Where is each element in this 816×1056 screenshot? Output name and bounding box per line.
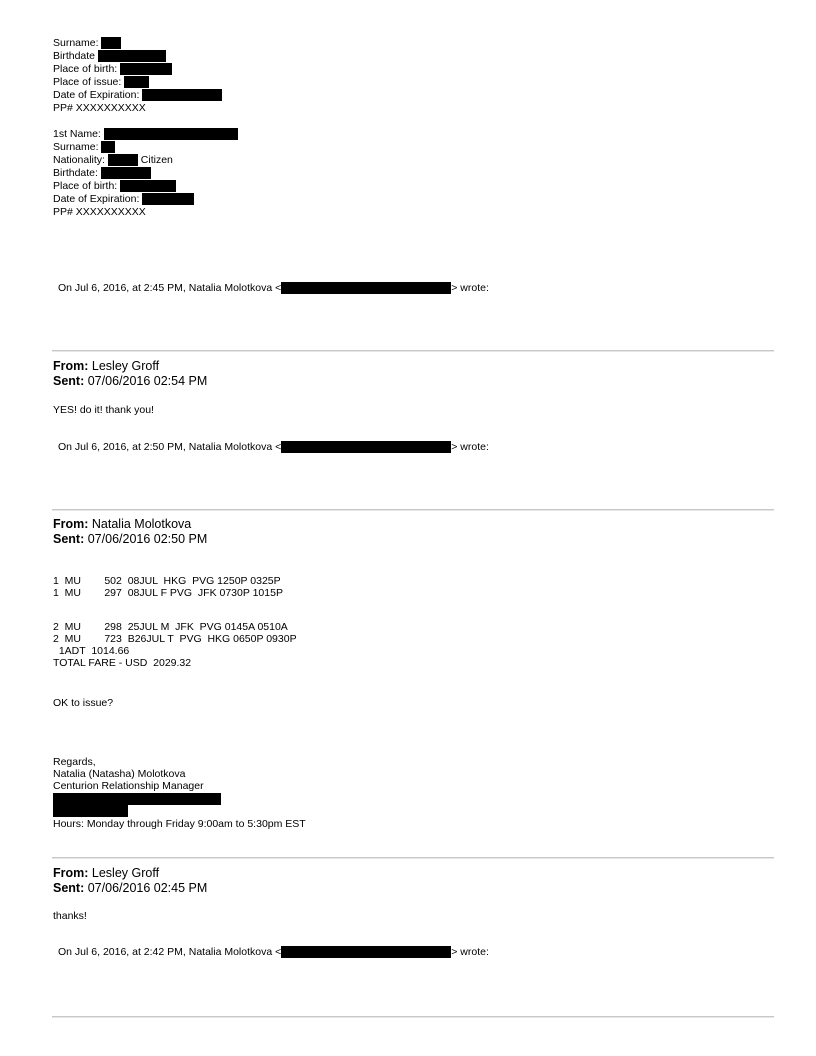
itinerary-line: 1 MU 297 08JUL F PVG JFK 0730P 1015P (53, 587, 283, 599)
sent-label: Sent: (53, 374, 85, 388)
itinerary-line: 2 MU 723 B26JUL T PVG HKG 0650P 0930P (53, 633, 297, 645)
p1-place-of-birth-label: Place of birth: (53, 63, 118, 75)
p1-surname-label: Surname: (53, 37, 99, 49)
total-fare-line: TOTAL FARE - USD 2029.32 (53, 657, 192, 669)
divider (52, 1016, 774, 1018)
signature-redacted-line (53, 805, 128, 817)
p2-first-name-label: 1st Name: (53, 128, 101, 140)
redaction-bar (101, 141, 115, 153)
quote-suffix: > wrote: (451, 282, 489, 294)
email-redaction (281, 282, 451, 294)
redaction-bar (142, 89, 222, 101)
redaction-bar (104, 128, 238, 140)
redaction-bar (53, 793, 221, 805)
email-redaction (281, 946, 451, 958)
p2-place-of-birth-label: Place of birth: (53, 180, 118, 192)
signature-regards: Regards, (53, 756, 96, 768)
p1-expiration-label: Date of Expiration: (53, 89, 140, 101)
itinerary-line: 1 MU 502 08JUL HKG PVG 1250P 0325P (53, 575, 281, 587)
sent-value: 07/06/2016 02:54 PM (87, 374, 208, 388)
p1-expiration-line (53, 89, 222, 101)
p2-surname-line (53, 141, 115, 153)
quote-prefix: On Jul 6, 2016, at 2:42 PM, Natalia Molotkova < (58, 946, 282, 958)
p2-surname-label: Surname: (53, 141, 99, 153)
divider (52, 350, 774, 352)
sent-value: 07/06/2016 02:45 PM (87, 881, 208, 895)
itinerary-line: 2 MU 298 25JUL M JFK PVG 0145A 0510A (53, 621, 288, 633)
p2-birthdate-line (53, 167, 151, 179)
signature-redacted-line (53, 793, 221, 805)
p2-nationality-line (53, 154, 173, 166)
question-line: OK to issue? (53, 697, 114, 709)
email-sent (53, 532, 207, 546)
signature-title: Centurion Relationship Manager (53, 780, 204, 792)
p1-place-of-issue-label: Place of issue: (53, 76, 122, 88)
quote-suffix: > wrote: (451, 441, 489, 453)
quote-line (58, 946, 489, 958)
email-from (53, 359, 159, 373)
from-label: From: (53, 866, 89, 880)
p2-citizen-label: Citizen (140, 154, 173, 166)
from-value: Natalia Molotkova (91, 517, 192, 531)
email-from (53, 517, 191, 531)
quote-prefix: On Jul 6, 2016, at 2:45 PM, Natalia Molotkova < (58, 282, 282, 294)
p1-pp-line: PP# XXXXXXXXXX (53, 102, 146, 114)
email-sent (53, 374, 207, 388)
p1-surname-line (53, 37, 121, 49)
signature-hours: Hours: Monday through Friday 9:00am to 5:30pm EST (53, 818, 306, 830)
itinerary-line: 1ADT 1014.66 (53, 645, 130, 657)
p1-place-of-birth-line (53, 63, 172, 75)
from-value: Lesley Groff (91, 359, 160, 373)
p2-pp-line: PP# XXXXXXXXXX (53, 206, 146, 218)
p2-place-of-birth-line (53, 180, 176, 192)
email-sent (53, 881, 207, 895)
p2-nationality-label: Nationality: (53, 154, 105, 166)
redaction-bar (120, 63, 172, 75)
quote-suffix: > wrote: (451, 946, 489, 958)
quote-line (58, 282, 489, 294)
divider (52, 509, 774, 511)
from-label: From: (53, 359, 89, 373)
p2-first-name-line (53, 128, 238, 140)
quote-line (58, 441, 489, 453)
redaction-bar (53, 805, 128, 817)
redaction-bar (108, 154, 138, 166)
sent-value: 07/06/2016 02:50 PM (87, 532, 208, 546)
p1-place-of-issue-line (53, 76, 149, 88)
p1-birthdate-label: Birthdate (53, 50, 96, 62)
redaction-bar (124, 76, 149, 88)
from-value: Lesley Groff (91, 866, 160, 880)
redaction-bar (120, 180, 176, 192)
email-from (53, 866, 159, 880)
divider (52, 857, 774, 859)
quote-prefix: On Jul 6, 2016, at 2:50 PM, Natalia Molotkova < (58, 441, 282, 453)
p1-birthdate-line (53, 50, 166, 62)
redaction-bar (142, 193, 194, 205)
email-body: thanks! (53, 910, 87, 922)
sent-label: Sent: (53, 532, 85, 546)
p2-birthdate-label: Birthdate: (53, 167, 98, 179)
sent-label: Sent: (53, 881, 85, 895)
redaction-bar (101, 37, 121, 49)
signature-name: Natalia (Natasha) Molotkova (53, 768, 186, 780)
p2-expiration-line (53, 193, 194, 205)
from-label: From: (53, 517, 89, 531)
p2-expiration-label: Date of Expiration: (53, 193, 140, 205)
redaction-bar (101, 167, 151, 179)
email-redaction (281, 441, 451, 453)
email-body: YES! do it! thank you! (53, 404, 154, 416)
redaction-bar (98, 50, 166, 62)
